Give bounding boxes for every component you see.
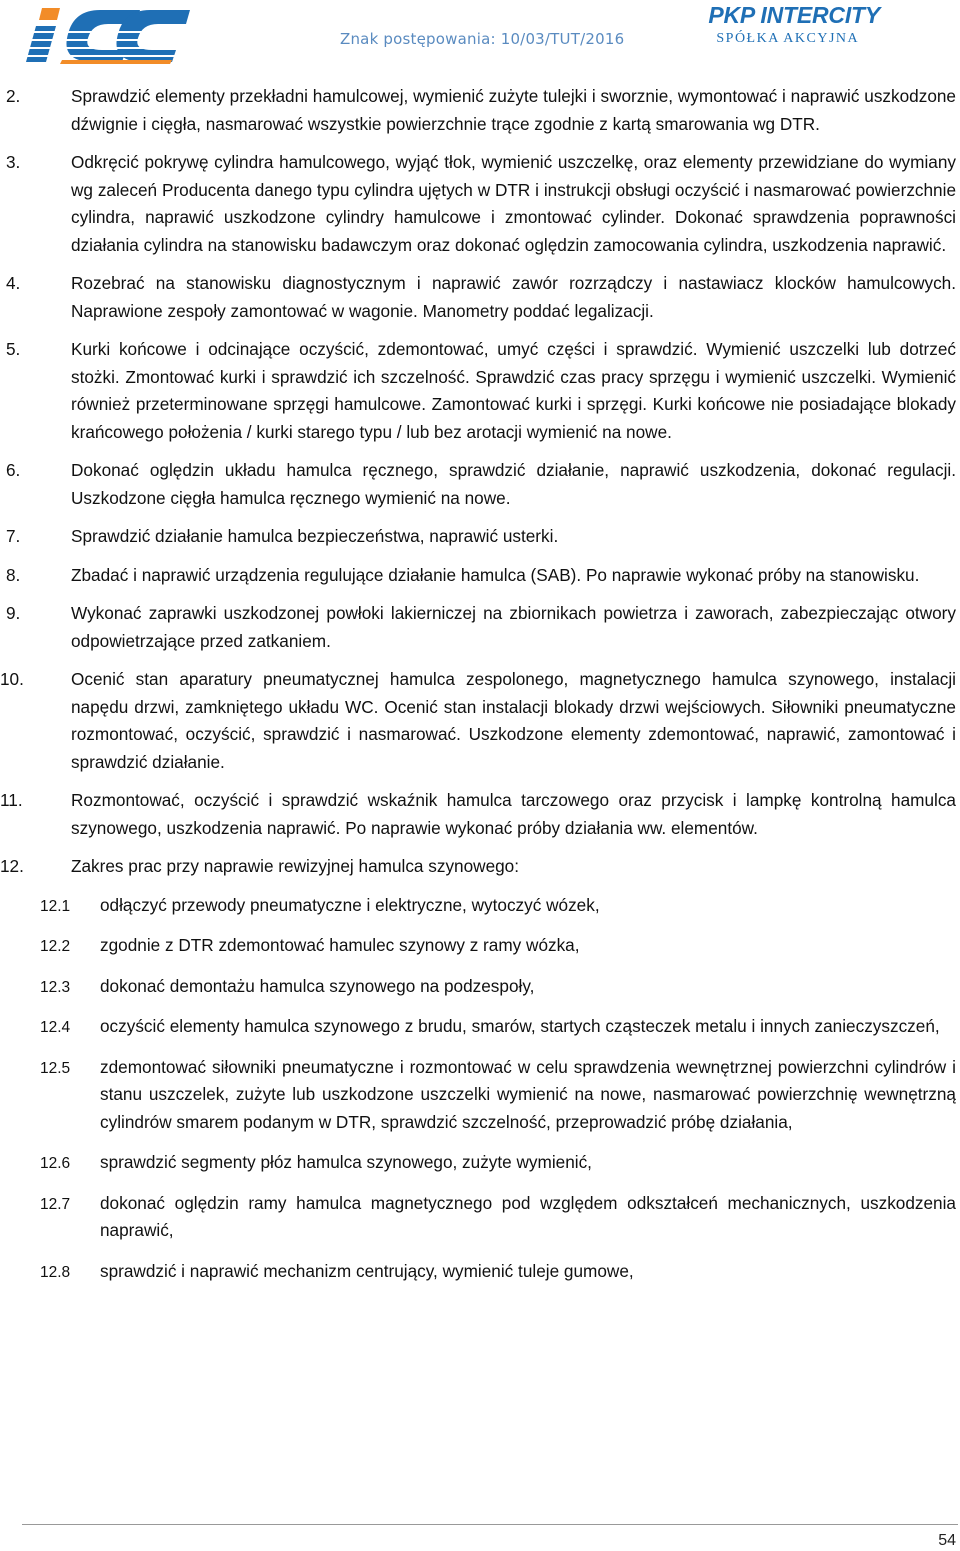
sub-item-text: oczyścić elementy hamulca szynowego z brudu, smarów, startych cząsteczek metalu i innych zanieczyszczeń, <box>100 1016 940 1036</box>
sub-list-item <box>0 1149 960 1177</box>
sub-list-item <box>0 1190 960 1245</box>
item-number: 8. <box>6 564 21 585</box>
ic-logo-icon <box>22 4 192 64</box>
item-text: Rozebrać na stanowisku diagnostycznym i naprawić zawór rozrządczy i nastawiacz klocków hamulcowych. Naprawione zespoły zamontować w wagonie. Manometry poddać legalizacji. <box>71 273 956 321</box>
item-text: Zakres prac przy naprawie rewizyjnej hamulca szynowego: <box>71 856 520 876</box>
item-number: 11. <box>0 790 23 810</box>
list-item <box>0 336 960 446</box>
item-number: 2. <box>6 86 21 106</box>
brand-block <box>708 2 880 47</box>
item-number: 9. <box>6 603 21 623</box>
sub-item-number: 12.6 <box>40 1155 71 1172</box>
sub-list-item <box>0 1054 960 1137</box>
sub-list-item <box>0 932 960 960</box>
list-item <box>0 523 960 551</box>
sub-item-number: 12.3 <box>40 978 71 996</box>
list-item <box>0 853 960 881</box>
sub-item-text: zgodnie z DTR zdemontować hamulec szynowy z ramy wózka, <box>100 935 580 955</box>
brand-subtitle: SPÓŁKA AKCYJNA <box>716 31 860 46</box>
item-number: 7. <box>6 526 21 546</box>
item-number: 6. <box>6 460 21 480</box>
sub-item-text: odłączyć przewody pneumatyczne i elektryczne, wytoczyć wózek, <box>100 894 600 915</box>
sub-item-number: 12.8 <box>40 1263 71 1281</box>
sub-item-number: 12.7 <box>40 1195 71 1213</box>
item-text: Sprawdzić elementy przekładni hamulcowej, wymienić zużyte tulejki i sworznie, wymontować i naprawić uszkodzone dźwignie i cięgła, nasmarować wszystkie powierzchnie trące zgodnie z kartą smarowania wg DTR. <box>71 86 956 134</box>
item-number: 5. <box>6 339 21 359</box>
item-text: Zbadać i naprawić urządzenia regulujące działanie hamulca (SAB). Po naprawie wykonać próby na stanowisku. <box>71 564 920 585</box>
item-text: Sprawdzić działanie hamulca bezpieczeństwa, naprawić usterki. <box>71 526 559 546</box>
item-text: Rozmontować, oczyścić i sprawdzić wskaźnik hamulca tarczowego oraz przycisk i lampkę kontrolną hamulca szynowego, uszkodzenia naprawić. Po naprawie wykonać próby działania ww. elementów. <box>71 790 956 838</box>
sub-list-item <box>0 892 960 920</box>
list-item <box>0 149 960 259</box>
brand-name: PKP INTERCITY <box>708 2 880 28</box>
item-text: Wykonać zaprawki uszkodzonej powłoki lakierniczej na zbiornikach powietrza i zaworach, zabezpieczając otwory odpowietrzające przed zatkaniem. <box>71 603 956 651</box>
item-text: Ocenić stan aparatury pneumatycznej hamulca zespolonego, magnetycznego hamulca szynowego, instalacji napędu drzwi, zamkniętego układu WC. Ocenić stan instalacji blokady drzwi wejściowych. Siłowniki pneumatyczne rozmontować, oczyścić, sprawdzić i nasmarować. Uszkodzone elementy zdemontować, naprawić, zamontować i sprawdzić działanie. <box>71 669 956 772</box>
procurement-number: Znak postępowania: 10/03/TUT/2016 <box>340 30 625 48</box>
page-number: 54 <box>938 1532 956 1549</box>
sub-item-text: dokonać oględzin ramy hamulca magnetycznego pod względem odkształceń mechanicznych, uszkodzenia naprawić, <box>100 1192 956 1240</box>
item-text: Dokonać oględzin układu hamulca ręcznego, sprawdzić działanie, naprawić uszkodzenia, dokonać regulacji. Uszkodzone cięgła hamulca ręcznego wymienić na nowe. <box>71 460 956 508</box>
sub-item-text: dokonać demontażu hamulca szynowego na podzespoły, <box>100 975 535 996</box>
list-item <box>0 600 960 655</box>
item-number: 3. <box>6 152 21 172</box>
sub-item-number: 12.1 <box>40 897 71 915</box>
item-text: Odkręcić pokrywę cylindra hamulcowego, wyjąć tłok, wymienić uszczelkę, oraz elementy przewidziane do wymiany wg zaleceń Producenta danego typu cylindra ujętych w DTR i instrukcji obsługi oczyścić i nasmarować powierzchnie cylindra, naprawić uszkodzone cylindry hamulcowe i zmontować cylinder. Dokonać sprawdzenia poprawności działania cylindra na stanowisku badawczym oraz dokonać oględzin zamocowania cylindra, uszkodzenia naprawić. <box>71 152 956 255</box>
document-body <box>0 83 960 1298</box>
sub-list-item <box>0 1013 960 1041</box>
sub-item-number: 12.4 <box>40 1019 71 1036</box>
sub-item-text: zdemontować siłowniki pneumatyczne i rozmontować w celu sprawdzenia wewnętrznej powierzchni cylindrów i stanu uszczelek, zużyte lub uszkodzone uszczelki wymienić na nowe, nasmarować powierzchnię wewnętrzną cylindrów smarem podanym w DTR, sprawdzić szczelność, przeprowadzić próbę działania, <box>100 1056 956 1132</box>
list-item <box>0 270 960 325</box>
item-number: 10. <box>0 669 24 689</box>
item-number: 4. <box>6 273 21 293</box>
sub-list-item <box>0 973 960 1001</box>
footer-divider <box>22 1524 958 1525</box>
sub-list-item <box>0 1258 960 1286</box>
sub-item-text: sprawdzić i naprawić mechanizm centrujący, wymienić tuleje gumowe, <box>100 1260 634 1281</box>
list-item <box>0 83 960 138</box>
list-item <box>0 562 960 590</box>
sub-item-number: 12.5 <box>40 1059 71 1077</box>
sub-item-number: 12.2 <box>40 938 71 955</box>
item-number: 12. <box>0 856 24 876</box>
list-item <box>0 787 960 842</box>
list-item <box>0 457 960 512</box>
sub-item-text: sprawdzić segmenty płóz hamulca szynowego, zużyte wymienić, <box>100 1152 592 1172</box>
list-item <box>0 666 960 776</box>
item-text: Kurki końcowe i odcinające oczyścić, zdemontować, umyć części i sprawdzić. Wymienić uszczelki lub dotrzeć stożki. Zmontować kurki i sprawdzić ich szczelność. Sprawdzić czas pracy sprzęgu i wymienić uszczelki. Wymienić również przeterminowane sprzęgi hamulcowe. Zamontować kurki i sprzęgi. Kurki końcowe nie posiadające blokady krańcowego położenia / kurki starego typu / lub bez arotacji wymienić na nowe. <box>71 339 956 442</box>
page-header <box>0 0 960 62</box>
